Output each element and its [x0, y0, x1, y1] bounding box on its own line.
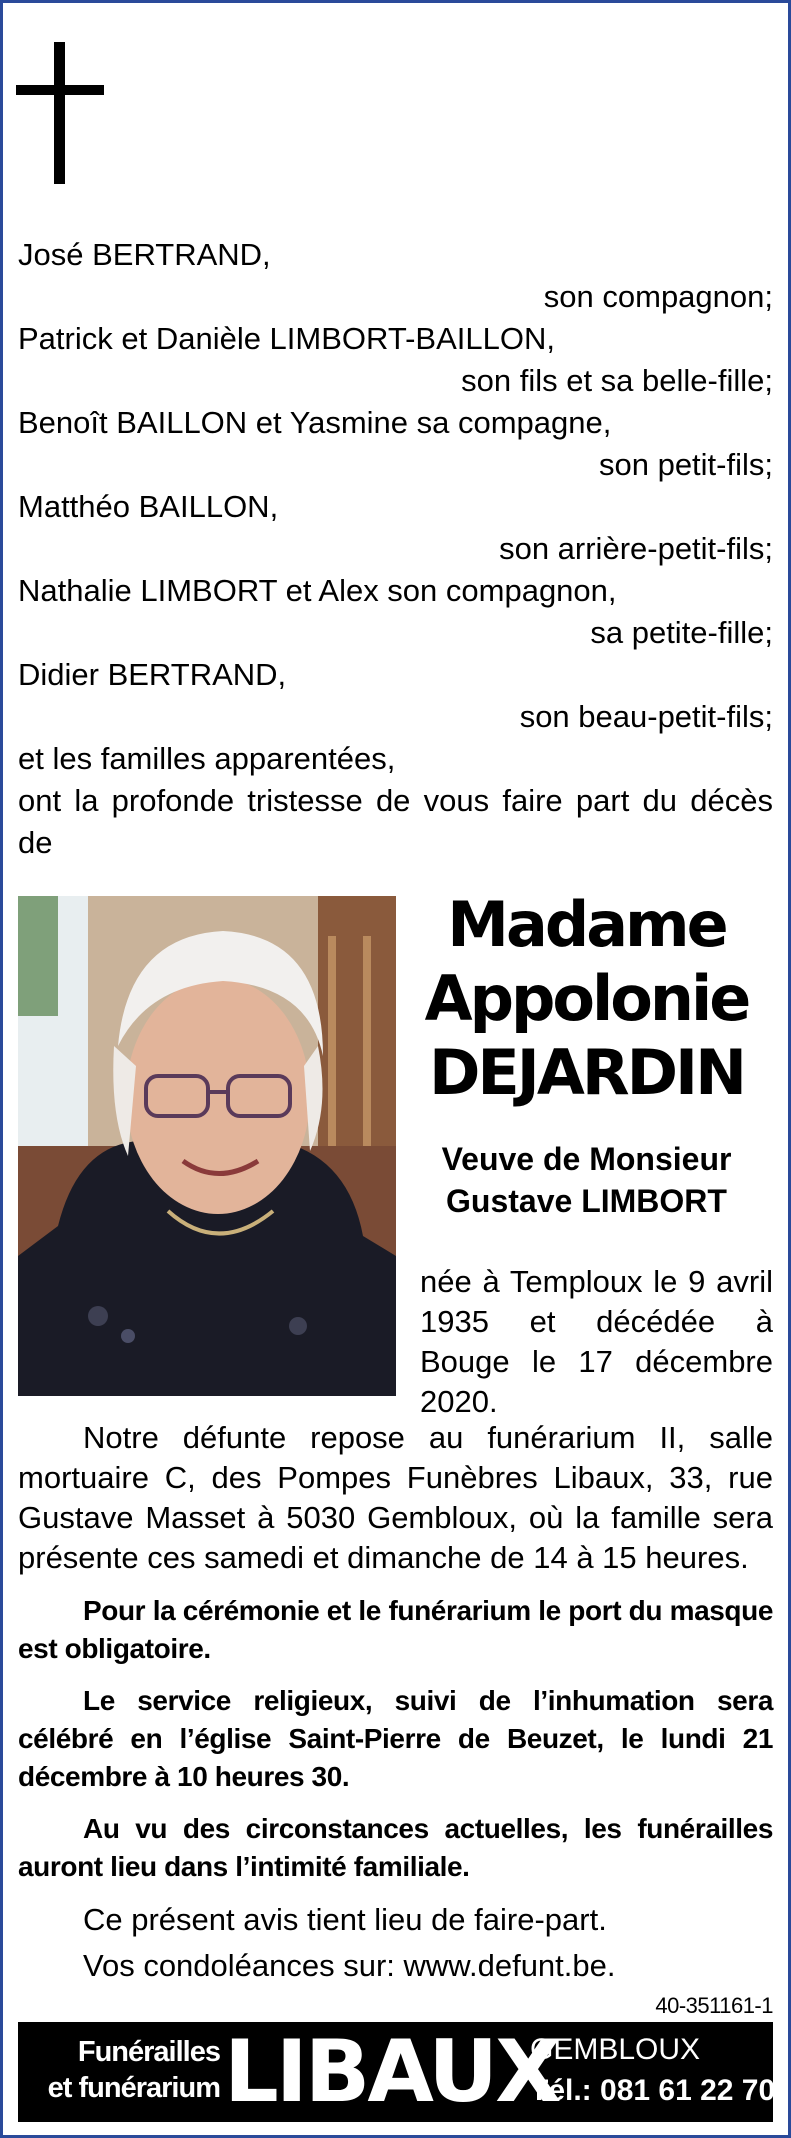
family-relation: son arrière-petit-fils; — [499, 531, 773, 566]
birth-death-text: née à Temploux le 9 avril 1935 et décédée à Bouge le 17 décembre 2020. — [420, 1264, 773, 1419]
widow-line-1: Veuve de Monsieur — [441, 1141, 732, 1177]
deceased-last-name: DEJARDIN — [428, 1036, 745, 1109]
family-name: Benoît BAILLON et Yasmine sa compagne, — [18, 405, 612, 440]
family-list — [18, 234, 773, 864]
deceased-name-block — [400, 888, 773, 1222]
service-paragraph: Le service religieux, suivi de l’inhumation sera célébré en l’église Saint-Pierre de Beuzet, le lundi 21 décembre à 10 heures 30. — [18, 1685, 773, 1792]
deceased-title: Madame — [447, 888, 726, 961]
family-name: Nathalie LIMBORT et Alex son compagnon, — [18, 573, 617, 608]
family-name: Didier BERTRAND, — [18, 657, 287, 692]
funeral-home-banner — [18, 2022, 776, 2122]
deceased-first-name: Appolonie — [424, 962, 749, 1035]
banner-brand: LIBAUX — [224, 2022, 559, 2122]
reference-number: 40-351161-1 — [655, 1993, 773, 2018]
faire-part-line: Ce présent avis tient lieu de faire-part. — [83, 1902, 607, 1937]
family-relation: son compagnon; — [543, 279, 773, 314]
family-relation: son petit-fils; — [598, 447, 773, 482]
banner-city: GEMBLOUX — [530, 2033, 701, 2066]
families-line: et les familles apparentées, — [18, 741, 396, 776]
family-relation: son beau-petit-fils; — [519, 699, 773, 734]
banner-services-line-1: Funérailles — [77, 2036, 220, 2068]
mask-paragraph: Pour la cérémonie et le funérarium le port du masque est obligatoire. — [18, 1595, 773, 1664]
family-relation: son fils et sa belle-fille; — [461, 363, 773, 398]
banner-services-line-2: et funérarium — [47, 2072, 220, 2104]
condolences-line: Vos condoléances sur: www.defunt.be. — [83, 1948, 616, 1983]
family-relation: sa petite-fille; — [590, 615, 773, 650]
announcement: ont la profonde tristesse de vous faire part du décès de — [18, 783, 773, 860]
portrait-photo — [18, 896, 396, 1396]
notice-body — [18, 1418, 773, 1992]
family-name: Matthéo BAILLON, — [18, 489, 279, 524]
intimacy-paragraph: Au vu des circonstances actuelles, les funérailles auront lieu dans l’intimité familiale. — [18, 1813, 773, 1882]
banner-services — [28, 2034, 220, 2106]
family-name: Patrick et Danièle LIMBORT-BAILLON, — [18, 321, 555, 356]
widow-line-2: Gustave LIMBORT — [446, 1183, 727, 1219]
funerarium-paragraph: Notre défunte repose au funérarium II, salle mortuaire C, des Pompes Funèbres Libaux, 33, rue Gustave Masset à 5030 Gembloux, où la famille sera présente ces samedi et dimanche de 14 à 15 heures. — [18, 1420, 773, 1575]
family-name: José BERTRAND, — [18, 237, 271, 272]
banner-phone: Tél.: 081 61 22 70 — [530, 2074, 776, 2107]
cross-icon — [16, 42, 104, 184]
